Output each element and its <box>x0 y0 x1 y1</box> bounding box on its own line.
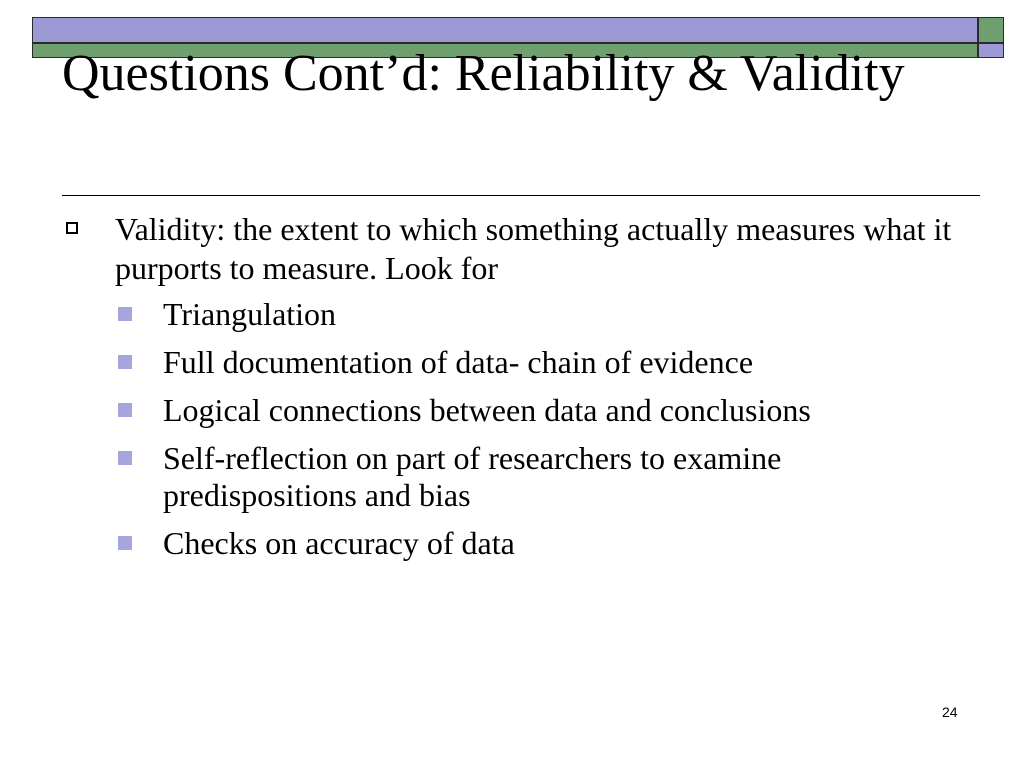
bullet-text: Validity: the extent to which something actually measures what it purports to measure. Look for <box>115 211 952 286</box>
sub-bullet-text: Triangulation <box>163 296 337 332</box>
sub-bullet-item <box>62 440 962 514</box>
hollow-square-bullet-icon <box>66 222 78 234</box>
header-square-purple <box>978 43 1004 58</box>
sub-bullet-item <box>62 296 962 333</box>
sub-bullet-text: Full documentation of data- chain of evidence <box>163 344 754 380</box>
title-underline <box>62 195 980 196</box>
bullet-item-validity <box>62 210 962 288</box>
page-number: 24 <box>942 704 958 720</box>
filled-square-bullet-icon <box>118 403 132 417</box>
sub-bullet-item <box>62 525 962 562</box>
sub-bullet-text: Checks on accuracy of data <box>163 525 515 561</box>
sub-bullet-item <box>62 392 962 429</box>
filled-square-bullet-icon <box>118 355 132 369</box>
sub-bullet-item <box>62 344 962 381</box>
slide-content <box>62 210 962 573</box>
sub-bullet-text: Logical connections between data and conclusions <box>163 392 811 428</box>
filled-square-bullet-icon <box>118 307 132 321</box>
header-square-green <box>978 17 1004 43</box>
filled-square-bullet-icon <box>118 536 132 550</box>
sub-bullet-list <box>62 296 962 562</box>
header-bar-purple <box>32 17 978 43</box>
filled-square-bullet-icon <box>118 451 132 465</box>
sub-bullet-text: Self-reflection on part of researchers to examine predispositions and bias <box>163 440 782 513</box>
slide-title: Questions Cont’d: Reliability & Validity <box>62 45 905 102</box>
